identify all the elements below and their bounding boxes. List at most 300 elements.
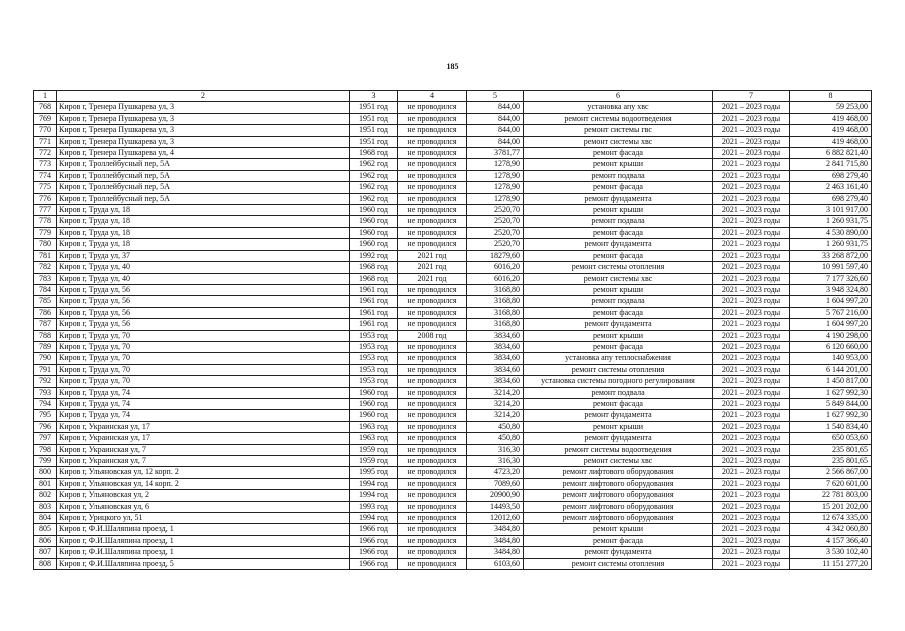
table-row — [34, 558, 872, 569]
table-row — [34, 239, 872, 250]
row-number-cell: 807 — [34, 547, 57, 558]
row-number-cell: 800 — [34, 467, 57, 478]
column-number: 2 — [57, 91, 350, 102]
work-type-cell: ремонт фундамента — [524, 239, 713, 250]
row-number-cell: 775 — [34, 182, 57, 193]
table-row — [34, 456, 872, 467]
work-type-cell: ремонт лифтового оборудования — [524, 478, 713, 489]
table-row — [34, 262, 872, 273]
column-number-row — [34, 91, 872, 102]
cost-cell: 1 627 992,30 — [790, 410, 872, 421]
table-row — [34, 535, 872, 546]
area-cell: 3168,80 — [467, 284, 524, 295]
cost-cell: 698 279,40 — [790, 193, 872, 204]
table-row — [34, 319, 872, 330]
address-cell: Киров г, Ульяновская ул, 14 корп. 2 — [57, 478, 350, 489]
last-repair-cell: не проводился — [398, 205, 467, 216]
area-cell: 2520,70 — [467, 227, 524, 238]
period-cell: 2021 – 2023 годы — [713, 353, 790, 364]
build-year-cell: 1960 год — [350, 410, 398, 421]
row-number-cell: 778 — [34, 216, 57, 227]
build-year-cell: 1960 год — [350, 387, 398, 398]
table-row — [34, 387, 872, 398]
address-cell: Киров г, Труда ул, 40 — [57, 273, 350, 284]
work-type-cell: ремонт системы водоотведения — [524, 444, 713, 455]
area-cell: 3168,80 — [467, 307, 524, 318]
area-cell: 3834,60 — [467, 330, 524, 341]
build-year-cell: 1962 год — [350, 182, 398, 193]
build-year-cell: 1968 год — [350, 262, 398, 273]
last-repair-cell: не проводился — [398, 102, 467, 113]
table-row — [34, 467, 872, 478]
area-cell: 6016,20 — [467, 262, 524, 273]
address-cell: Киров г, Тренера Пушкарева ул, 3 — [57, 113, 350, 124]
row-number-cell: 780 — [34, 239, 57, 250]
last-repair-cell: не проводился — [398, 113, 467, 124]
address-cell: Киров г, Троллейбусный пер, 5А — [57, 159, 350, 170]
build-year-cell: 1953 год — [350, 376, 398, 387]
address-cell: Киров г, Украинская ул, 7 — [57, 456, 350, 467]
area-cell: 3834,60 — [467, 364, 524, 375]
address-cell: Киров г, Труда ул, 18 — [57, 216, 350, 227]
last-repair-cell: не проводился — [398, 467, 467, 478]
table-row — [34, 444, 872, 455]
build-year-cell: 1951 год — [350, 125, 398, 136]
cost-cell: 5 767 216,00 — [790, 307, 872, 318]
period-cell: 2021 – 2023 годы — [713, 330, 790, 341]
address-cell: Киров г, Труда ул, 56 — [57, 284, 350, 295]
address-cell: Киров г, Троллейбусный пер, 5А — [57, 193, 350, 204]
last-repair-cell: не проводился — [398, 456, 467, 467]
build-year-cell: 1994 год — [350, 513, 398, 524]
row-number-cell: 772 — [34, 148, 57, 159]
work-type-cell: ремонт лифтового оборудования — [524, 513, 713, 524]
last-repair-cell: не проводился — [398, 558, 467, 569]
period-cell: 2021 – 2023 годы — [713, 170, 790, 181]
area-cell: 844,00 — [467, 102, 524, 113]
row-number-cell: 798 — [34, 444, 57, 455]
period-cell: 2021 – 2023 годы — [713, 159, 790, 170]
row-number-cell: 783 — [34, 273, 57, 284]
row-number-cell: 793 — [34, 387, 57, 398]
build-year-cell: 1995 год — [350, 467, 398, 478]
column-number: 4 — [398, 91, 467, 102]
period-cell: 2021 – 2023 годы — [713, 387, 790, 398]
build-year-cell: 1962 год — [350, 159, 398, 170]
last-repair-cell: не проводился — [398, 227, 467, 238]
period-cell: 2021 – 2023 годы — [713, 262, 790, 273]
work-type-cell: ремонт фундамента — [524, 319, 713, 330]
row-number-cell: 808 — [34, 558, 57, 569]
build-year-cell: 1951 год — [350, 102, 398, 113]
cost-cell: 11 151 277,20 — [790, 558, 872, 569]
area-cell: 844,00 — [467, 136, 524, 147]
last-repair-cell: не проводился — [398, 421, 467, 432]
cost-cell: 1 604 997,20 — [790, 319, 872, 330]
area-cell: 3834,60 — [467, 376, 524, 387]
last-repair-cell: не проводился — [398, 182, 467, 193]
build-year-cell: 1961 год — [350, 284, 398, 295]
build-year-cell: 1960 год — [350, 205, 398, 216]
last-repair-cell: 2008 год — [398, 330, 467, 341]
address-cell: Киров г, Ф.И.Шаляпина проезд, 5 — [57, 558, 350, 569]
address-cell: Киров г, Ф.И.Шаляпина проезд, 1 — [57, 535, 350, 546]
cost-cell: 419 468,00 — [790, 125, 872, 136]
row-number-cell: 803 — [34, 501, 57, 512]
build-year-cell: 1961 год — [350, 307, 398, 318]
work-type-cell: ремонт фасада — [524, 182, 713, 193]
build-year-cell: 1951 год — [350, 113, 398, 124]
work-type-cell: установка апу хвс — [524, 102, 713, 113]
table-row — [34, 410, 872, 421]
work-type-cell: ремонт крыши — [524, 330, 713, 341]
table-row — [34, 501, 872, 512]
cost-cell: 33 268 872,00 — [790, 250, 872, 261]
row-number-cell: 781 — [34, 250, 57, 261]
period-cell: 2021 – 2023 годы — [713, 444, 790, 455]
last-repair-cell: не проводился — [398, 353, 467, 364]
column-number: 5 — [467, 91, 524, 102]
cost-cell: 12 674 335,00 — [790, 513, 872, 524]
cost-cell: 5 849 844,00 — [790, 398, 872, 409]
build-year-cell: 1993 год — [350, 501, 398, 512]
table-row — [34, 296, 872, 307]
cost-cell: 140 953,00 — [790, 353, 872, 364]
period-cell: 2021 – 2023 годы — [713, 216, 790, 227]
period-cell: 2021 – 2023 годы — [713, 182, 790, 193]
address-cell: Киров г, Троллейбусный пер, 5А — [57, 170, 350, 181]
area-cell: 18279,60 — [467, 250, 524, 261]
last-repair-cell: не проводился — [398, 410, 467, 421]
build-year-cell: 1966 год — [350, 524, 398, 535]
area-cell: 844,00 — [467, 125, 524, 136]
area-cell: 2520,70 — [467, 205, 524, 216]
area-cell: 20900,90 — [467, 490, 524, 501]
row-number-cell: 796 — [34, 421, 57, 432]
last-repair-cell: не проводился — [398, 478, 467, 489]
cost-cell: 235 801,65 — [790, 444, 872, 455]
address-cell: Киров г, Труда ул, 74 — [57, 410, 350, 421]
period-cell: 2021 – 2023 годы — [713, 307, 790, 318]
build-year-cell: 1960 год — [350, 227, 398, 238]
work-type-cell: ремонт системы водоотведения — [524, 113, 713, 124]
work-type-cell: ремонт крыши — [524, 421, 713, 432]
page-number: 185 — [446, 62, 459, 71]
work-type-cell: ремонт лифтового оборудования — [524, 467, 713, 478]
work-type-cell: установка апу теплоснабжения — [524, 353, 713, 364]
last-repair-cell: не проводился — [398, 387, 467, 398]
last-repair-cell: не проводился — [398, 284, 467, 295]
table-row — [34, 341, 872, 352]
build-year-cell: 1959 год — [350, 444, 398, 455]
last-repair-cell: не проводился — [398, 490, 467, 501]
last-repair-cell: не проводился — [398, 513, 467, 524]
address-cell: Киров г, Труда ул, 70 — [57, 364, 350, 375]
period-cell: 2021 – 2023 годы — [713, 341, 790, 352]
last-repair-cell: не проводился — [398, 216, 467, 227]
row-number-cell: 805 — [34, 524, 57, 535]
build-year-cell: 1953 год — [350, 353, 398, 364]
cost-cell: 650 053,60 — [790, 433, 872, 444]
cost-cell: 7 620 601,00 — [790, 478, 872, 489]
table-row — [34, 205, 872, 216]
register-table — [33, 90, 872, 570]
work-type-cell: ремонт фасада — [524, 250, 713, 261]
work-type-cell: ремонт системы отопления — [524, 262, 713, 273]
table-row — [34, 284, 872, 295]
area-cell: 3834,60 — [467, 353, 524, 364]
cost-cell: 1 627 992,30 — [790, 387, 872, 398]
address-cell: Киров г, Труда ул, 56 — [57, 319, 350, 330]
cost-cell: 59 253,00 — [790, 102, 872, 113]
cost-cell: 2 841 715,80 — [790, 159, 872, 170]
period-cell: 2021 – 2023 годы — [713, 490, 790, 501]
period-cell: 2021 – 2023 годы — [713, 467, 790, 478]
period-cell: 2021 – 2023 годы — [713, 421, 790, 432]
table-row — [34, 353, 872, 364]
last-repair-cell: не проводился — [398, 159, 467, 170]
cost-cell: 698 279,40 — [790, 170, 872, 181]
last-repair-cell: не проводился — [398, 524, 467, 535]
build-year-cell: 1966 год — [350, 558, 398, 569]
row-number-cell: 797 — [34, 433, 57, 444]
period-cell: 2021 – 2023 годы — [713, 478, 790, 489]
row-number-cell: 768 — [34, 102, 57, 113]
last-repair-cell: не проводился — [398, 535, 467, 546]
cost-cell: 1 260 931,75 — [790, 239, 872, 250]
work-type-cell: ремонт подвала — [524, 170, 713, 181]
last-repair-cell: 2021 год — [398, 250, 467, 261]
address-cell: Киров г, Украинская ул, 17 — [57, 421, 350, 432]
work-type-cell: ремонт системы отопления — [524, 364, 713, 375]
address-cell: Киров г, Труда ул, 70 — [57, 341, 350, 352]
period-cell: 2021 – 2023 годы — [713, 239, 790, 250]
last-repair-cell: не проводился — [398, 307, 467, 318]
area-cell: 3484,80 — [467, 524, 524, 535]
row-number-cell: 802 — [34, 490, 57, 501]
row-number-cell: 774 — [34, 170, 57, 181]
cost-cell: 10 991 597,40 — [790, 262, 872, 273]
last-repair-cell: не проводился — [398, 341, 467, 352]
last-repair-cell: не проводился — [398, 433, 467, 444]
work-type-cell: ремонт лифтового оборудования — [524, 490, 713, 501]
address-cell: Киров г, Труда ул, 37 — [57, 250, 350, 261]
period-cell: 2021 – 2023 годы — [713, 102, 790, 113]
cost-cell: 4 530 890,00 — [790, 227, 872, 238]
row-number-cell: 788 — [34, 330, 57, 341]
area-cell: 12012,60 — [467, 513, 524, 524]
address-cell: Киров г, Украинская ул, 17 — [57, 433, 350, 444]
area-cell: 2520,70 — [467, 216, 524, 227]
area-cell: 7089,60 — [467, 478, 524, 489]
row-number-cell: 801 — [34, 478, 57, 489]
cost-cell: 7 177 326,60 — [790, 273, 872, 284]
cost-cell: 15 201 202,00 — [790, 501, 872, 512]
cost-cell: 3 948 324,80 — [790, 284, 872, 295]
build-year-cell: 1953 год — [350, 364, 398, 375]
table-row — [34, 524, 872, 535]
last-repair-cell: не проводился — [398, 239, 467, 250]
last-repair-cell: не проводился — [398, 193, 467, 204]
cost-cell: 1 604 997,20 — [790, 296, 872, 307]
last-repair-cell: не проводился — [398, 296, 467, 307]
table-row — [34, 307, 872, 318]
row-number-cell: 769 — [34, 113, 57, 124]
address-cell: Киров г, Ульяновская ул, 2 — [57, 490, 350, 501]
table-row — [34, 113, 872, 124]
row-number-cell: 789 — [34, 341, 57, 352]
row-number-cell: 792 — [34, 376, 57, 387]
work-type-cell: установка системы погодного регулирования — [524, 376, 713, 387]
address-cell: Киров г, Труда ул, 74 — [57, 398, 350, 409]
period-cell: 2021 – 2023 годы — [713, 284, 790, 295]
table-row — [34, 227, 872, 238]
address-cell: Киров г, Тренера Пушкарева ул, 3 — [57, 136, 350, 147]
column-number: 8 — [790, 91, 872, 102]
build-year-cell: 1953 год — [350, 341, 398, 352]
address-cell: Киров г, Украинская ул, 7 — [57, 444, 350, 455]
work-type-cell: ремонт фасада — [524, 227, 713, 238]
last-repair-cell: не проводился — [398, 148, 467, 159]
last-repair-cell: не проводился — [398, 136, 467, 147]
area-cell: 1278,90 — [467, 170, 524, 181]
build-year-cell: 1961 год — [350, 296, 398, 307]
period-cell: 2021 – 2023 годы — [713, 364, 790, 375]
work-type-cell: ремонт системы гвс — [524, 125, 713, 136]
work-type-cell: ремонт фундамента — [524, 410, 713, 421]
table-row — [34, 376, 872, 387]
area-cell: 3214,20 — [467, 387, 524, 398]
build-year-cell: 1994 год — [350, 490, 398, 501]
table-row — [34, 478, 872, 489]
build-year-cell: 1968 год — [350, 148, 398, 159]
row-number-cell: 790 — [34, 353, 57, 364]
row-number-cell: 773 — [34, 159, 57, 170]
build-year-cell: 1962 год — [350, 193, 398, 204]
table-row — [34, 102, 872, 113]
area-cell: 3834,60 — [467, 341, 524, 352]
cost-cell: 3 101 917,00 — [790, 205, 872, 216]
work-type-cell: ремонт крыши — [524, 284, 713, 295]
period-cell: 2021 – 2023 годы — [713, 205, 790, 216]
last-repair-cell: не проводился — [398, 376, 467, 387]
column-number: 6 — [524, 91, 713, 102]
table-row — [34, 421, 872, 432]
address-cell: Киров г, Троллейбусный пер, 5А — [57, 182, 350, 193]
work-type-cell: ремонт системы хвс — [524, 456, 713, 467]
cost-cell: 4 157 366,40 — [790, 535, 872, 546]
work-type-cell: ремонт крыши — [524, 205, 713, 216]
work-type-cell: ремонт фундамента — [524, 433, 713, 444]
build-year-cell: 1994 год — [350, 478, 398, 489]
period-cell: 2021 – 2023 годы — [713, 398, 790, 409]
row-number-cell: 784 — [34, 284, 57, 295]
last-repair-cell: не проводился — [398, 398, 467, 409]
row-number-cell: 776 — [34, 193, 57, 204]
cost-cell: 2 566 867,00 — [790, 467, 872, 478]
work-type-cell: ремонт фасада — [524, 535, 713, 546]
row-number-cell: 806 — [34, 535, 57, 546]
period-cell: 2021 – 2023 годы — [713, 319, 790, 330]
build-year-cell: 1966 год — [350, 535, 398, 546]
row-number-cell: 799 — [34, 456, 57, 467]
row-number-cell: 787 — [34, 319, 57, 330]
row-number-cell: 795 — [34, 410, 57, 421]
build-year-cell: 1960 год — [350, 398, 398, 409]
area-cell: 844,00 — [467, 113, 524, 124]
work-type-cell: ремонт крыши — [524, 524, 713, 535]
work-type-cell: ремонт фасада — [524, 341, 713, 352]
work-type-cell: ремонт фасада — [524, 148, 713, 159]
table-row — [34, 433, 872, 444]
period-cell: 2021 – 2023 годы — [713, 113, 790, 124]
address-cell: Киров г, Урицкого ул, 51 — [57, 513, 350, 524]
table-body — [34, 102, 872, 570]
last-repair-cell: не проводился — [398, 364, 467, 375]
period-cell: 2021 – 2023 годы — [713, 227, 790, 238]
area-cell: 3484,80 — [467, 535, 524, 546]
area-cell: 316,30 — [467, 456, 524, 467]
row-number-cell: 782 — [34, 262, 57, 273]
area-cell: 1278,90 — [467, 193, 524, 204]
last-repair-cell: 2021 год — [398, 273, 467, 284]
build-year-cell: 1961 год — [350, 319, 398, 330]
cost-cell: 4 342 060,80 — [790, 524, 872, 535]
table-row — [34, 398, 872, 409]
address-cell: Киров г, Труда ул, 40 — [57, 262, 350, 273]
work-type-cell: ремонт фасада — [524, 307, 713, 318]
area-cell: 1278,90 — [467, 159, 524, 170]
column-number: 7 — [713, 91, 790, 102]
build-year-cell: 1960 год — [350, 216, 398, 227]
work-type-cell: ремонт подвала — [524, 296, 713, 307]
work-type-cell: ремонт лифтового оборудования — [524, 501, 713, 512]
last-repair-cell: не проводился — [398, 501, 467, 512]
row-number-cell: 786 — [34, 307, 57, 318]
cost-cell: 2 463 161,40 — [790, 182, 872, 193]
work-type-cell: ремонт системы хвс — [524, 273, 713, 284]
cost-cell: 419 468,00 — [790, 113, 872, 124]
period-cell: 2021 – 2023 годы — [713, 148, 790, 159]
build-year-cell: 1951 год — [350, 136, 398, 147]
last-repair-cell: не проводился — [398, 319, 467, 330]
cost-cell: 22 781 803,00 — [790, 490, 872, 501]
table-row — [34, 330, 872, 341]
cost-cell: 6 144 201,00 — [790, 364, 872, 375]
table-row — [34, 490, 872, 501]
period-cell: 2021 – 2023 годы — [713, 273, 790, 284]
build-year-cell: 1953 год — [350, 330, 398, 341]
period-cell: 2021 – 2023 годы — [713, 296, 790, 307]
table-row — [34, 547, 872, 558]
period-cell: 2021 – 2023 годы — [713, 456, 790, 467]
cost-cell: 1 450 817,00 — [790, 376, 872, 387]
row-number-cell: 777 — [34, 205, 57, 216]
address-cell: Киров г, Труда ул, 70 — [57, 330, 350, 341]
address-cell: Киров г, Труда ул, 18 — [57, 239, 350, 250]
row-number-cell: 770 — [34, 125, 57, 136]
last-repair-cell: 2021 год — [398, 262, 467, 273]
cost-cell: 235 801,65 — [790, 456, 872, 467]
area-cell: 4723,20 — [467, 467, 524, 478]
work-type-cell: ремонт крыши — [524, 159, 713, 170]
area-cell: 6016,20 — [467, 273, 524, 284]
cost-cell: 1 260 931,75 — [790, 216, 872, 227]
row-number-cell: 794 — [34, 398, 57, 409]
column-number: 3 — [350, 91, 398, 102]
work-type-cell: ремонт фундамента — [524, 547, 713, 558]
cost-cell: 4 190 298,00 — [790, 330, 872, 341]
